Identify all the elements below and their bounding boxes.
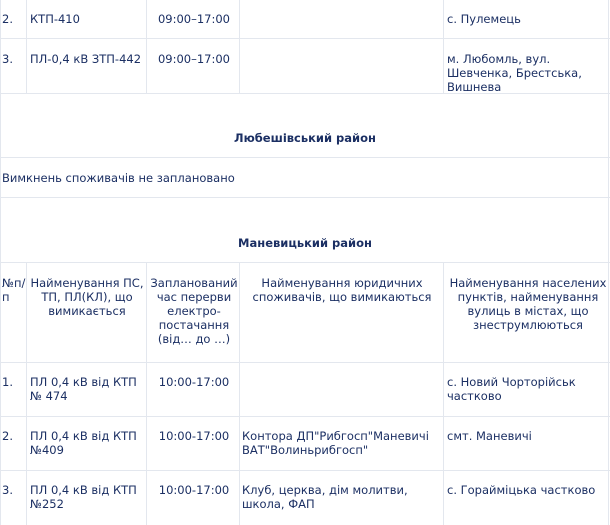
outage-time: 10:00-17:00 — [158, 483, 230, 497]
no-outages-note: Вимкнень споживачів не заплановано — [2, 171, 235, 185]
row-number: 3. — [2, 483, 13, 497]
outage-time: 10:00-17:00 — [158, 375, 230, 389]
row-number: 3. — [2, 52, 13, 66]
object-name: ПЛ 0,4 кВ від КТП №409 — [30, 429, 137, 457]
object-name: ПЛ 0,4 кВ від КТП № 474 — [30, 375, 137, 403]
settlements: м. Любомль, вул. Шевченка, Брестська, Вишнева — [447, 52, 582, 94]
district-heading: Любешівський район — [234, 131, 376, 145]
table-divider — [146, 262, 147, 525]
table-divider — [0, 416, 610, 417]
row-number: 1. — [2, 375, 13, 389]
table-divider — [0, 262, 610, 263]
column-header-number: №п/п — [2, 276, 26, 304]
table-divider — [239, 262, 240, 525]
table-divider — [146, 0, 147, 93]
table-divider — [0, 362, 610, 363]
outage-time: 09:00–17:00 — [157, 52, 231, 66]
row-number: 2. — [2, 12, 13, 26]
object-name: КТП-410 — [30, 12, 80, 26]
table-divider — [239, 0, 240, 93]
object-name: ПЛ-0,4 кВ ЗТП-442 — [30, 52, 142, 66]
settlements: с. Пулемець — [447, 12, 521, 26]
column-header-object: Найменування ПС, ТП, ПЛ(КЛ), що вимикається — [30, 276, 144, 318]
table-divider — [0, 38, 610, 39]
outage-time: 09:00–17:00 — [157, 12, 231, 26]
district-heading: Маневицький район — [238, 236, 372, 250]
table-divider — [443, 262, 444, 525]
settlements: с. Горайміцька частково — [447, 483, 596, 497]
settlements: с. Новий Чорторійськ частково — [447, 375, 576, 403]
table-divider — [0, 470, 610, 471]
table-divider — [26, 262, 27, 525]
table-divider — [0, 197, 610, 198]
table-divider — [0, 157, 610, 158]
consumers: Клуб, церква, дім молитви, школа, ФАП — [242, 483, 408, 511]
row-number: 2. — [2, 429, 13, 443]
column-header-time: Запланований час перерви електро-постачання (від… до …) — [150, 276, 238, 346]
column-header-consumers: Найменування юридичних споживачів, що вимикаються — [252, 276, 432, 304]
table-divider — [26, 0, 27, 93]
outage-time: 10:00-17:00 — [158, 429, 230, 443]
consumers: Контора ДП"Рибгосп"Маневичі ВАТ"Волиньрибгосп" — [242, 429, 429, 457]
table-divider — [443, 0, 444, 93]
object-name: ПЛ 0,4 кВ від КТП №252 — [30, 483, 137, 511]
settlements: смт. Маневичі — [447, 429, 532, 443]
column-header-settlements: Найменування населених пунктів, найменування вулиць в містах, що знеструмлюються — [449, 276, 607, 332]
